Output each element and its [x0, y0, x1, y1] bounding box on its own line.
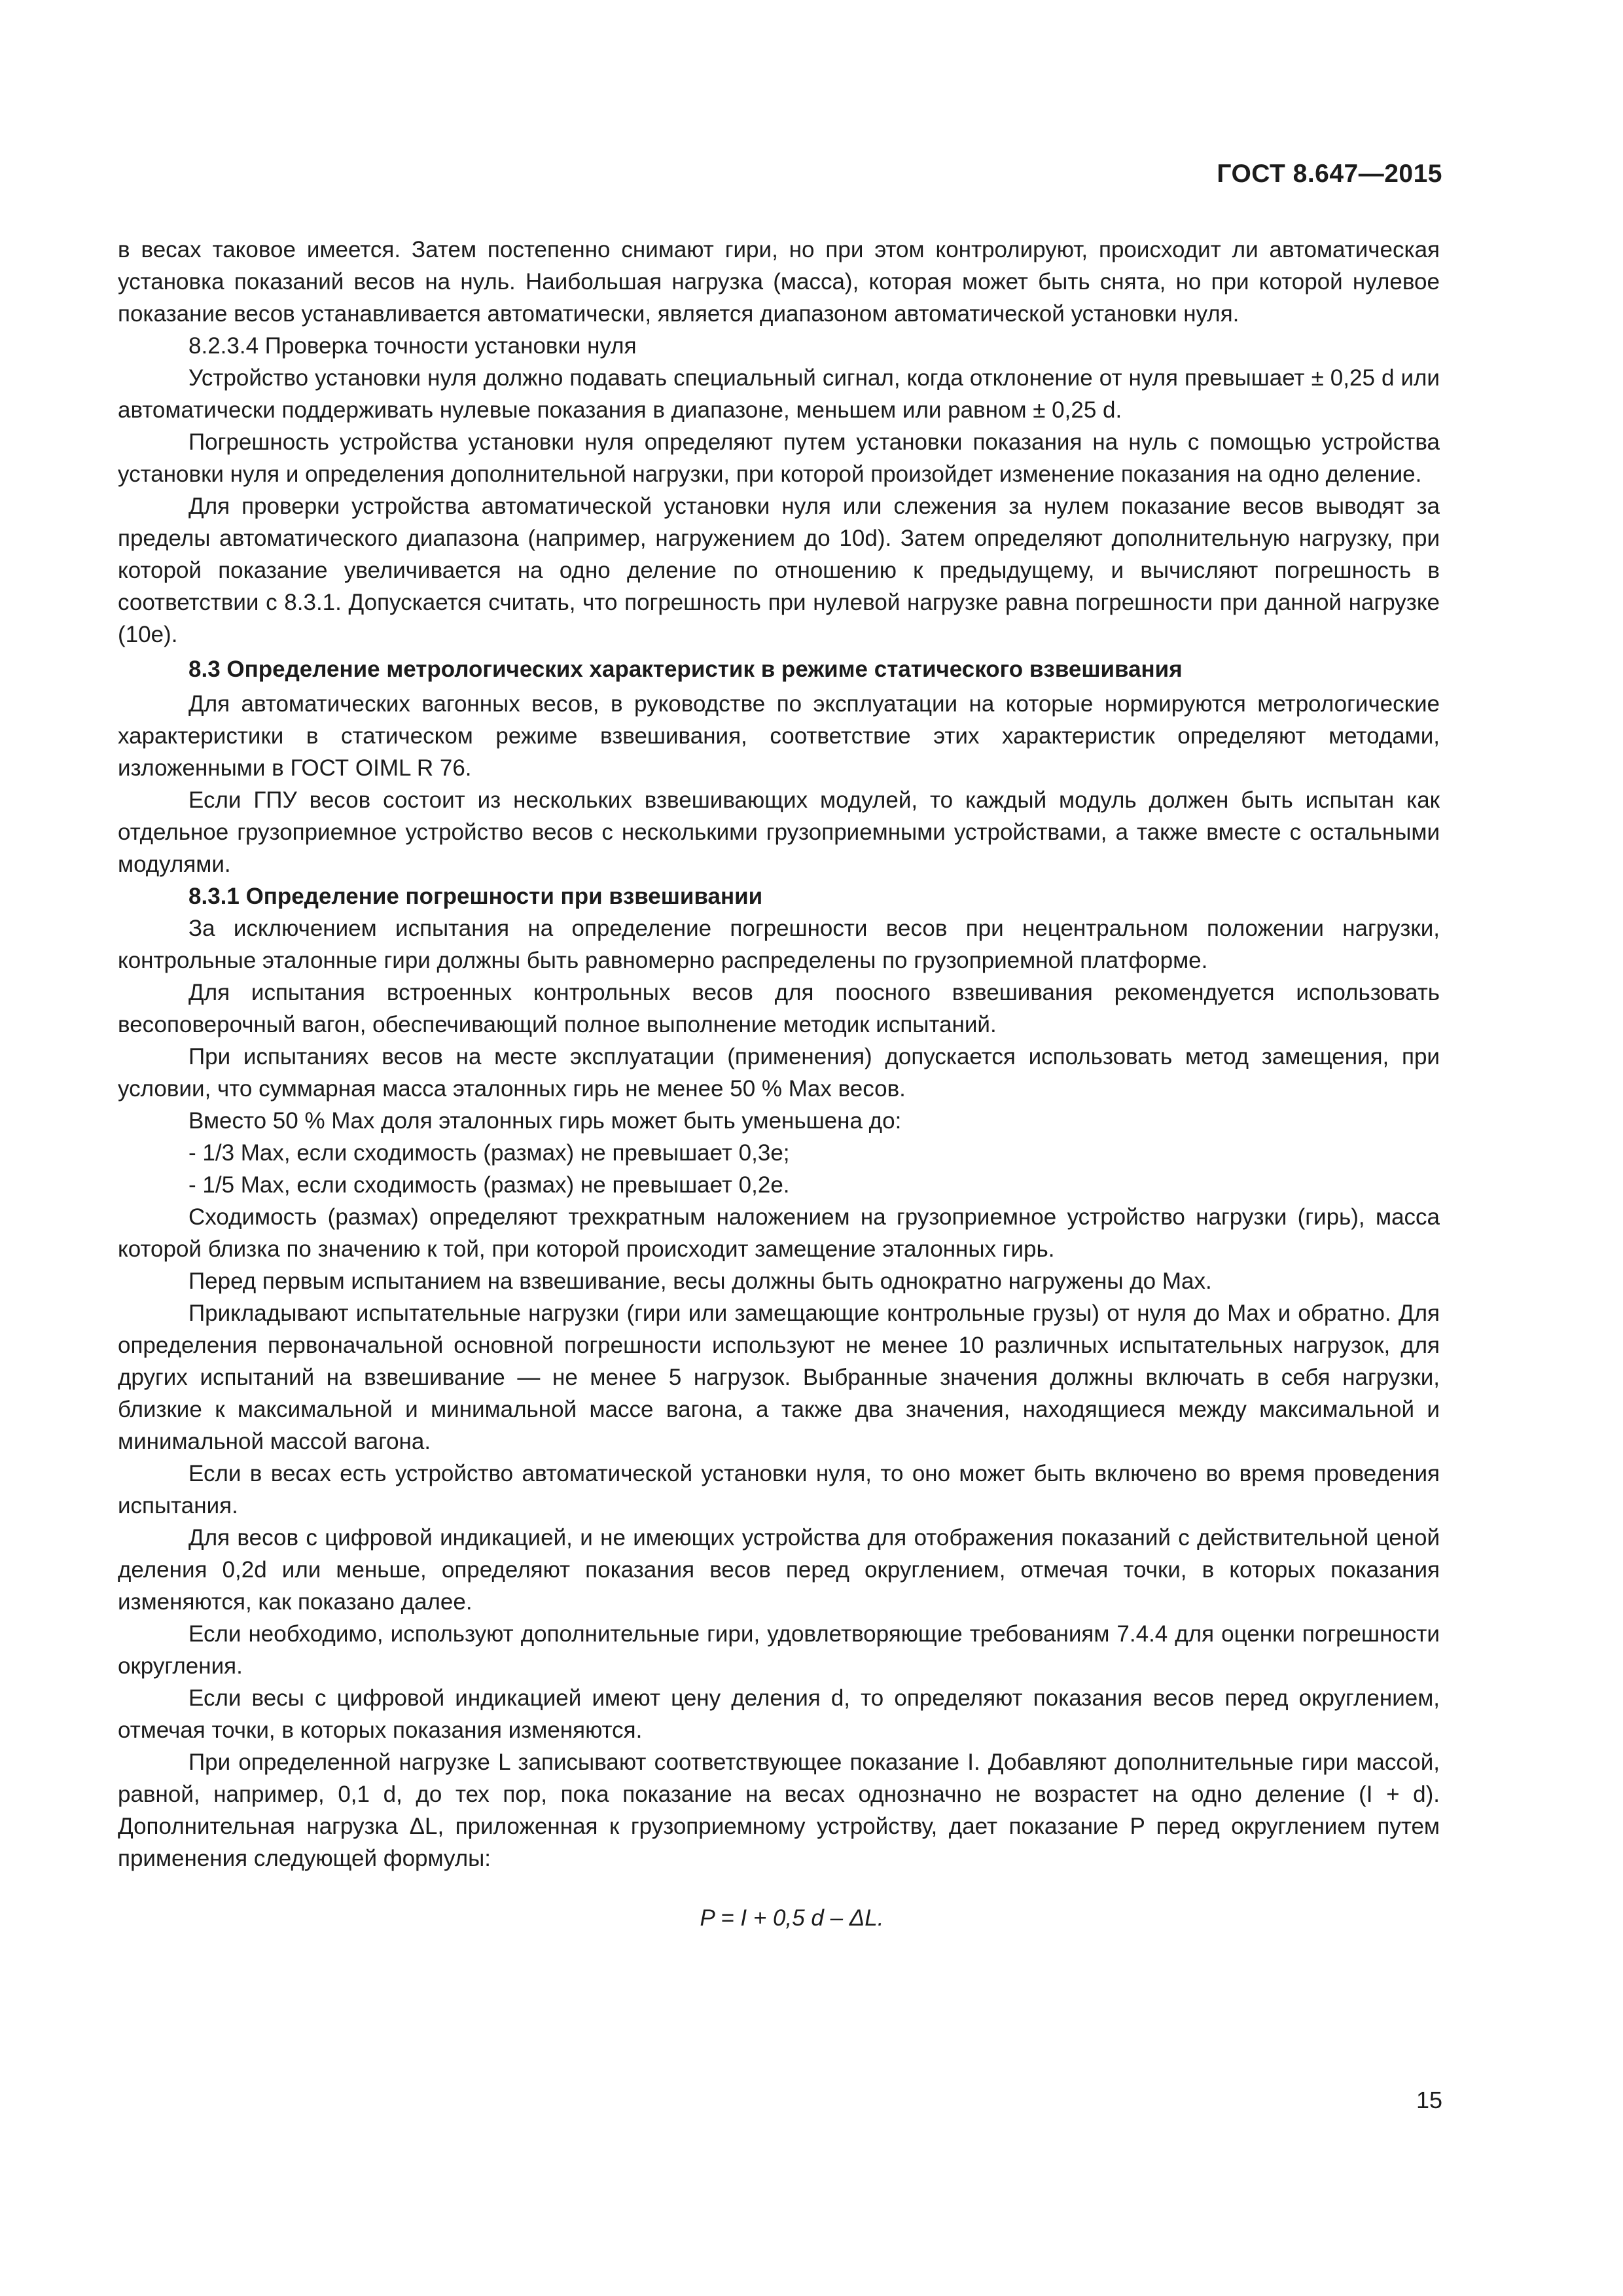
paragraph: При определенной нагрузке L записывают соответствующее показание I. Добавляют дополнительные гири массой, равной, например, 0,1 d, до тех пор, пока показание на весах однозначно не возрастет на одно деление (I + d). Дополнительная нагрузка ΔL, приложенная к грузоприемному устройству, дает показание P перед округлением путем применения следующей формулы: [118, 1749, 1440, 1871]
paragraph: Если весы с цифровой индикацией имеют цену деления d, то определяют показания весов перед округлением, отмечая точки, в которых показания изменяются. [118, 1685, 1440, 1743]
paragraph-continuation: в весах таковое имеется. Затем постепенно снимают гири, но при этом контролируют, происходит ли автоматическая установка показаний весов на нуль. Наибольшая нагрузка (масса), которая может быть снята, но при которой нулевое показание весов устанавливается автоматически, является диапазоном автоматической установки нуля. [118, 237, 1440, 327]
list-item: - 1/5 Max, если сходимость (размах) не превышает 0,2е. [188, 1172, 790, 1198]
paragraph: Для весов с цифровой индикацией, и не имеющих устройства для отображения показаний с действительной ценой деления 0,2d или меньше, определяют показания весов перед округлением, отмечая точки, в которых показания изменяются, как показано далее. [118, 1525, 1440, 1615]
subsection-heading-8-2-3-4: 8.2.3.4 Проверка точности установки нуля [188, 333, 637, 359]
paragraph: Сходимость (размах) определяют трехкратным наложением на грузоприемное устройство нагрузки (гирь), масса которой близка по значению к той, при которой происходит замещение эталонных гирь. [118, 1204, 1440, 1262]
section-heading-8-3-1: 8.3.1 Определение погрешности при взвешивании [188, 884, 763, 909]
paragraph: Для испытания встроенных контрольных весов для поосного взвешивания рекомендуется использовать весоповерочный вагон, обеспечивающий полное выполнение методик испытаний. [118, 980, 1440, 1037]
document-body [118, 234, 1440, 1934]
paragraph: Если необходимо, используют дополнительные гири, удовлетворяющие требованиям 7.4.4 для оценки погрешности округления. [118, 1621, 1440, 1679]
paragraph: Для проверки устройства автоматической установки нуля или слежения за нулем показание весов выводят за пределы автоматического диапазона (например, нагружением до 10d). Затем определяют дополнительную нагрузку, при которой показание увеличивается на одно деление по отношению к предыдущему, и вычисляют погрешность в соответствии с 8.3.1. Допускается считать, что погрешность при нулевой нагрузке равна погрешности при данной нагрузке (10е). [118, 493, 1440, 647]
paragraph: Перед первым испытанием на взвешивание, весы должны быть однократно нагружены до Max. [188, 1268, 1212, 1294]
paragraph: Устройство установки нуля должно подавать специальный сигнал, когда отклонение от нуля превышает ± 0,25 d или автоматически поддерживать нулевые показания в диапазоне, меньшем или равном ± 0,25 d. [118, 365, 1440, 423]
paragraph: Прикладывают испытательные нагрузки (гири или замещающие контрольные грузы) от нуля до Max и обратно. Для определения первоначальной основной погрешности используют не менее 10 различных испытательных нагрузок, для других испытаний на взвешивание — не менее 5 нагрузок. Выбранные значения должны включать в себя нагрузки, близкие к максимальной и минимальной массе вагона, а также два значения, находящиеся между максимальной и минимальной массой вагона. [118, 1300, 1440, 1454]
paragraph: За исключением испытания на определение погрешности весов при нецентральном положении нагрузки, контрольные эталонные гири должны быть равномерно распределены по грузоприемной платформе. [118, 916, 1440, 973]
paragraph: Вместо 50 % Max доля эталонных гирь может быть уменьшена до: [188, 1108, 902, 1134]
paragraph: Если в весах есть устройство автоматической установки нуля, то оно может быть включено во время проведения испытания. [118, 1461, 1440, 1518]
standard-number-header: ГОСТ 8.647—2015 [1217, 160, 1442, 188]
paragraph: Погрешность устройства установки нуля определяют путем установки показания на нуль с помощью устройства установки нуля и определения дополнительной нагрузки, при которой произойдет изменение показания на одно деление. [118, 429, 1440, 487]
section-heading-8-3: 8.3 Определение метрологических характеристик в режиме статического взвешивания [188, 656, 1183, 682]
list-item: - 1/3 Max, если сходимость (размах) не превышает 0,3е; [188, 1140, 790, 1166]
paragraph: При испытаниях весов на месте эксплуатации (применения) допускается использовать метод замещения, при условии, что суммарная масса эталонных гирь не менее 50 % Max весов. [118, 1044, 1440, 1102]
page-number: 15 [1416, 2087, 1442, 2113]
formula: P = I + 0,5 d – ΔL. [700, 1905, 884, 1931]
paragraph: Для автоматических вагонных весов, в руководстве по эксплуатации на которые нормируются метрологические характеристики в статическом режиме взвешивания, соответствие этих характеристик определяют методами, изложенными в ГОСТ OIML R 76. [118, 691, 1440, 781]
paragraph: Если ГПУ весов состоит из нескольких взвешивающих модулей, то каждый модуль должен быть испытан как отдельное грузоприемное устройство весов с несколькими грузоприемными устройствами, а также вместе с остальными модулями. [118, 787, 1440, 877]
